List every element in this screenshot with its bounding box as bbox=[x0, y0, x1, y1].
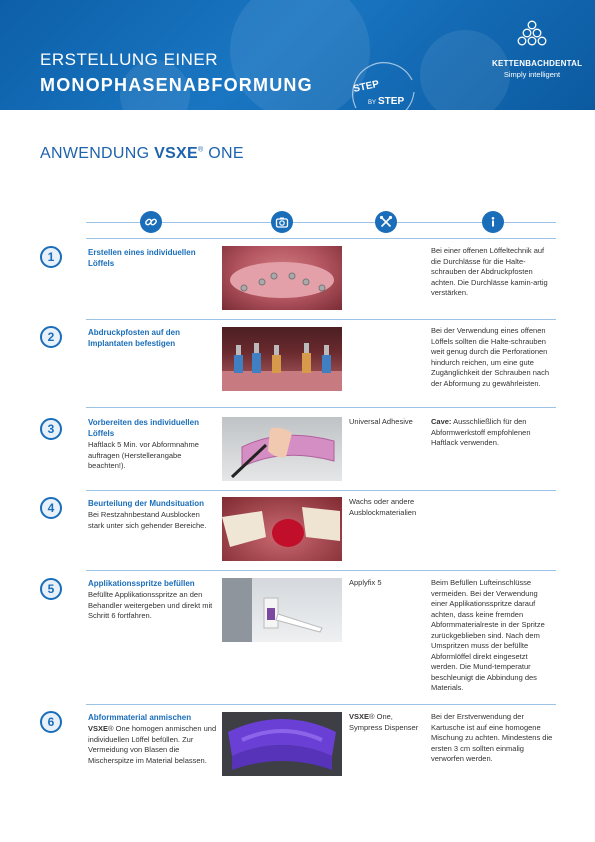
step-6-title: Abformmaterial anmischen VSXE® One homogen anmischen und individuellen Löffel befüllen. Zur Vermeidung von Blasen die Mischerspitze im Material belassen. bbox=[88, 713, 217, 765]
step-number-6: 6 bbox=[40, 711, 62, 733]
header-banner bbox=[0, 0, 595, 110]
row-divider bbox=[86, 704, 556, 705]
step-3-photo bbox=[222, 417, 342, 481]
step-2-title: Abdruckpfosten auf den Implantaten befestigen bbox=[88, 328, 181, 348]
row-divider bbox=[86, 238, 556, 239]
title-line-2: MONOPHASENABFORMUNG bbox=[40, 75, 313, 95]
step-5-title: Applikationsspritze befüllen Befüllte Applikationsspritze an den Behandler weitergeben und direkt mit Schritt 6 fortfahren. bbox=[88, 579, 213, 620]
logo-circles-icon bbox=[512, 20, 552, 52]
step-by-step-badge bbox=[350, 62, 418, 110]
link-icon bbox=[140, 211, 162, 233]
info-icon bbox=[482, 211, 504, 233]
step-4-title: Beurteilung der Mundsituation Bei Restzahnbestand Ausblocken stark unter sich gehender Bereiche. bbox=[88, 499, 207, 530]
title-line-1: ERSTELLUNG EINER bbox=[40, 50, 219, 69]
step-number-2: 2 bbox=[40, 326, 62, 348]
step-5-info: Beim Befüllen Lufteinschlüsse vermeiden. Bei der Verwendung einer Applikationsspritze darauf achten, dass keine fremden Abformmaterialreste in der Spritze zurückgeblieben sind. Nach dem Umspritzen muss der befüllte Abformlöffel direkt eingesetzt werden. Die Mund-temperatur beschleunigt die Abbindung des Materials. bbox=[431, 578, 545, 692]
step-1-title: Erstellen eines individuellen Löffels bbox=[88, 248, 196, 268]
tools-icon bbox=[375, 211, 397, 233]
row-divider bbox=[86, 490, 556, 491]
kettenbach-logo bbox=[492, 20, 583, 79]
logo-tagline: Simply intelligent bbox=[503, 70, 561, 79]
step-number-4: 4 bbox=[40, 497, 62, 519]
step-6-material: VSXE® One, Sympress Dispenser bbox=[349, 712, 419, 732]
badge-step-bottom: STEP bbox=[378, 96, 405, 107]
step-number-5: 5 bbox=[40, 578, 62, 600]
row-divider bbox=[86, 570, 556, 571]
step-number-3: 3 bbox=[40, 418, 62, 440]
step-1-photo bbox=[222, 246, 342, 310]
step-6-photo bbox=[222, 712, 342, 776]
badge-step-top: STEP bbox=[352, 78, 381, 95]
step-3-material: Universal Adhesive bbox=[349, 417, 413, 426]
row-divider bbox=[86, 319, 556, 320]
step-5-material: Applyfix 5 bbox=[349, 578, 382, 587]
step-3-title: Vorbereiten des individuellen Löffels Haftlack 5 Min. vor Abformnahme auftragen (Herstellerangabe beachten!). bbox=[88, 418, 199, 470]
step-2-photo bbox=[222, 327, 342, 391]
step-number-1: 1 bbox=[40, 246, 62, 268]
step-2-info: Bei der Verwendung eines offenen Löffels sollten die Halte-schrauben weit genug durch die Perforationen hindurch reichen, um eine gute Zugänglichkeit der Schrauben nach der Abformung zu gewährleisten. bbox=[431, 326, 549, 388]
step-6-info: Bei der Erstverwendung der Kartusche ist auf eine homogene Mischung zu achten. Mindestens die ersten 3 cm sollten einmalig verworfen werden. bbox=[431, 712, 553, 763]
step-1-info: Bei einer offenen Löffeltechnik auf die Durchlässe für die Halte-schrauben der Abdruckpfosten achten. Die Durchlässe kamin-artig verstärken. bbox=[431, 246, 548, 297]
badge-by: BY bbox=[368, 100, 377, 106]
step-5-photo bbox=[222, 578, 342, 642]
step-4-photo bbox=[222, 497, 342, 561]
camera-icon bbox=[271, 211, 293, 233]
logo-brand: KETTENBACHDENTAL bbox=[492, 59, 583, 68]
step-4-material: Wachs oder andere Ausblockmaterialien bbox=[349, 497, 417, 517]
step-3-info: Cave: Ausschließlich für den Abformwerkstoff empfohlenen Haftlack verwenden. bbox=[431, 417, 531, 447]
row-divider bbox=[86, 407, 556, 408]
section-title: ANWENDUNG VSXE® ONE bbox=[40, 145, 244, 162]
